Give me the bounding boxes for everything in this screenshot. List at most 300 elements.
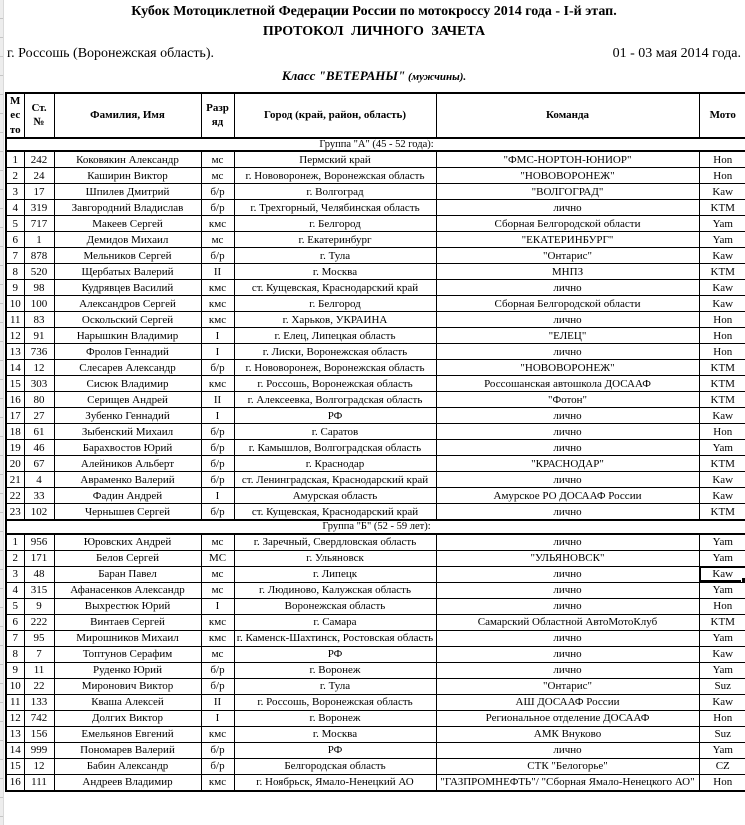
moto-cell[interactable]: KTM bbox=[699, 614, 745, 630]
name-cell[interactable]: Чернышев Сергей bbox=[54, 504, 201, 521]
moto-cell[interactable]: KTM bbox=[699, 504, 745, 521]
name-cell[interactable]: Зубенко Геннадий bbox=[54, 408, 201, 424]
table-row bbox=[6, 408, 745, 424]
start-number-cell[interactable]: 520 bbox=[24, 264, 54, 280]
city-cell[interactable]: г. Москва bbox=[234, 264, 436, 280]
moto-cell[interactable]: Kaw bbox=[699, 296, 745, 312]
start-number-cell[interactable]: 9 bbox=[24, 598, 54, 614]
name-cell[interactable]: Руденко Юрий bbox=[54, 662, 201, 678]
team-cell[interactable]: лично bbox=[436, 582, 699, 598]
name-cell[interactable]: Кудрявцев Василий bbox=[54, 280, 201, 296]
column-header-place[interactable]: Место bbox=[6, 93, 24, 138]
moto-cell[interactable]: Kaw bbox=[699, 248, 745, 264]
start-number-cell[interactable]: 46 bbox=[24, 440, 54, 456]
moto-cell[interactable]: Kaw bbox=[699, 472, 745, 488]
start-number-cell[interactable]: 242 bbox=[24, 151, 54, 168]
rank-cell[interactable]: II bbox=[201, 392, 234, 408]
team-cell[interactable]: МНПЗ bbox=[436, 264, 699, 280]
start-number-cell[interactable]: 12 bbox=[24, 758, 54, 774]
rank-cell[interactable]: мс bbox=[201, 566, 234, 582]
table-row bbox=[6, 694, 745, 710]
start-number-cell[interactable]: 742 bbox=[24, 710, 54, 726]
place-cell[interactable]: 4 bbox=[6, 200, 24, 216]
start-number-cell[interactable]: 91 bbox=[24, 328, 54, 344]
name-cell[interactable]: Оскольский Сергей bbox=[54, 312, 201, 328]
team-cell[interactable]: "ВОЛГОГРАД" bbox=[436, 184, 699, 200]
moto-cell[interactable]: KTM bbox=[699, 392, 745, 408]
place-cell[interactable]: 14 bbox=[6, 742, 24, 758]
start-number-cell[interactable]: 80 bbox=[24, 392, 54, 408]
start-number-cell[interactable]: 61 bbox=[24, 424, 54, 440]
name-cell[interactable]: Нарышкин Владимир bbox=[54, 328, 201, 344]
rank-cell[interactable]: б/р bbox=[201, 184, 234, 200]
start-number-cell[interactable]: 95 bbox=[24, 630, 54, 646]
start-number-cell[interactable]: 48 bbox=[24, 566, 54, 582]
team-cell[interactable]: Амурское РО ДОСААФ России bbox=[436, 488, 699, 504]
team-cell[interactable]: лично bbox=[436, 344, 699, 360]
rank-cell[interactable]: кмс bbox=[201, 614, 234, 630]
team-cell[interactable]: лично bbox=[436, 424, 699, 440]
table-row bbox=[6, 550, 745, 566]
moto-cell[interactable]: KTM bbox=[699, 376, 745, 392]
start-number-cell[interactable]: 12 bbox=[24, 360, 54, 376]
name-cell[interactable]: Александров Сергей bbox=[54, 296, 201, 312]
name-cell[interactable]: Шпилев Дмитрий bbox=[54, 184, 201, 200]
start-number-cell[interactable]: 736 bbox=[24, 344, 54, 360]
place-cell[interactable]: 17 bbox=[6, 408, 24, 424]
team-cell[interactable]: Сборная Белгородской области bbox=[436, 216, 699, 232]
start-number-cell[interactable]: 133 bbox=[24, 694, 54, 710]
moto-cell[interactable]: Hon bbox=[699, 328, 745, 344]
place-cell[interactable]: 7 bbox=[6, 248, 24, 264]
column-header-name[interactable]: Фамилия, Имя bbox=[54, 93, 201, 138]
place-cell[interactable]: 18 bbox=[6, 424, 24, 440]
moto-cell[interactable]: Kaw bbox=[699, 280, 745, 296]
rank-cell[interactable]: кмс bbox=[201, 216, 234, 232]
rank-cell[interactable]: мс bbox=[201, 151, 234, 168]
name-cell[interactable]: Фролов Геннадий bbox=[54, 344, 201, 360]
rank-cell[interactable]: кмс bbox=[201, 774, 234, 791]
column-header-num[interactable]: Ст.№ bbox=[24, 93, 54, 138]
team-cell[interactable]: "Онтарис" bbox=[436, 248, 699, 264]
column-header-city[interactable]: Город (край, район, область) bbox=[234, 93, 436, 138]
place-cell[interactable]: 3 bbox=[6, 566, 24, 582]
team-cell[interactable]: "НОВОВОРОНЕЖ" bbox=[436, 360, 699, 376]
moto-cell[interactable]: Hon bbox=[699, 312, 745, 328]
rank-cell[interactable]: II bbox=[201, 264, 234, 280]
group-label[interactable]: Группа "А" (45 - 52 года): bbox=[6, 138, 745, 152]
city-cell[interactable]: г. Лиски, Воронежская область bbox=[234, 344, 436, 360]
place-cell[interactable]: 4 bbox=[6, 582, 24, 598]
place-cell[interactable]: 1 bbox=[6, 151, 24, 168]
name-cell[interactable]: Топтунов Серафим bbox=[54, 646, 201, 662]
team-cell[interactable]: "УЛЬЯНОВСК" bbox=[436, 550, 699, 566]
moto-cell[interactable]: Yam bbox=[699, 582, 745, 598]
start-number-cell[interactable]: 17 bbox=[24, 184, 54, 200]
moto-cell[interactable]: Yam bbox=[699, 216, 745, 232]
rank-cell[interactable]: I bbox=[201, 710, 234, 726]
city-cell[interactable]: г. Заречный, Свердловская область bbox=[234, 534, 436, 551]
moto-cell[interactable]: Hon bbox=[699, 598, 745, 614]
city-cell[interactable]: г. Екатеринбург bbox=[234, 232, 436, 248]
team-cell[interactable]: лично bbox=[436, 566, 699, 582]
city-cell[interactable]: г. Россошь, Воронежская область bbox=[234, 694, 436, 710]
start-number-cell[interactable]: 156 bbox=[24, 726, 54, 742]
city-cell[interactable]: г. Камышлов, Волгоградская область bbox=[234, 440, 436, 456]
table-row bbox=[6, 472, 745, 488]
rank-cell[interactable]: I bbox=[201, 328, 234, 344]
rank-cell[interactable]: б/р bbox=[201, 678, 234, 694]
city-cell[interactable]: Воронежская область bbox=[234, 598, 436, 614]
place-cell[interactable]: 15 bbox=[6, 376, 24, 392]
start-number-cell[interactable]: 1 bbox=[24, 232, 54, 248]
city-cell[interactable]: РФ bbox=[234, 408, 436, 424]
team-cell[interactable]: "ЕКАТЕРИНБУРГ" bbox=[436, 232, 699, 248]
rank-cell[interactable]: б/р bbox=[201, 440, 234, 456]
start-number-cell[interactable]: 83 bbox=[24, 312, 54, 328]
place-cell[interactable]: 14 bbox=[6, 360, 24, 376]
city-cell[interactable]: г. Белгород bbox=[234, 216, 436, 232]
city-cell[interactable]: г. Нововоронеж, Воронежская область bbox=[234, 360, 436, 376]
name-cell[interactable]: Демидов Михаил bbox=[54, 232, 201, 248]
place-cell[interactable]: 7 bbox=[6, 630, 24, 646]
rank-cell[interactable]: б/р bbox=[201, 504, 234, 521]
name-cell[interactable]: Белов Сергей bbox=[54, 550, 201, 566]
team-cell[interactable]: лично bbox=[436, 646, 699, 662]
moto-cell[interactable]: Kaw bbox=[699, 488, 745, 504]
city-cell[interactable]: г. Ноябрьск, Ямало-Ненецкий АО bbox=[234, 774, 436, 791]
city-cell[interactable]: ст. Ленинградская, Краснодарский край bbox=[234, 472, 436, 488]
name-cell[interactable]: Миронович Виктор bbox=[54, 678, 201, 694]
place-cell[interactable]: 12 bbox=[6, 710, 24, 726]
team-cell[interactable]: Самарский Областной АвтоМотоКлуб bbox=[436, 614, 699, 630]
rank-cell[interactable]: I bbox=[201, 344, 234, 360]
results-table-body bbox=[6, 138, 745, 791]
place-cell[interactable]: 10 bbox=[6, 296, 24, 312]
city-cell[interactable]: г. Москва bbox=[234, 726, 436, 742]
name-cell[interactable]: Коковякин Александр bbox=[54, 151, 201, 168]
city-cell[interactable]: г. Харьков, УКРАИНА bbox=[234, 312, 436, 328]
place-cell[interactable]: 11 bbox=[6, 694, 24, 710]
moto-cell[interactable]: Hon bbox=[699, 168, 745, 184]
moto-cell[interactable]: Kaw bbox=[699, 694, 745, 710]
team-cell[interactable]: лично bbox=[436, 472, 699, 488]
city-cell[interactable]: РФ bbox=[234, 742, 436, 758]
start-number-cell[interactable]: 24 bbox=[24, 168, 54, 184]
table-row bbox=[6, 662, 745, 678]
rank-cell[interactable]: I bbox=[201, 488, 234, 504]
moto-cell[interactable]: Yam bbox=[699, 742, 745, 758]
moto-cell[interactable]: Hon bbox=[699, 774, 745, 791]
table-row bbox=[6, 232, 745, 248]
name-cell[interactable]: Емельянов Евгений bbox=[54, 726, 201, 742]
city-cell[interactable]: г. Самара bbox=[234, 614, 436, 630]
place-cell[interactable]: 23 bbox=[6, 504, 24, 521]
moto-cell[interactable]: Kaw bbox=[699, 566, 745, 582]
moto-cell[interactable]: Yam bbox=[699, 440, 745, 456]
table-row bbox=[6, 216, 745, 232]
moto-cell[interactable]: Yam bbox=[699, 550, 745, 566]
city-cell[interactable]: г. Людиново, Калужская область bbox=[234, 582, 436, 598]
table-row bbox=[6, 614, 745, 630]
name-cell[interactable]: Авраменко Валерий bbox=[54, 472, 201, 488]
name-cell[interactable]: Бабин Александр bbox=[54, 758, 201, 774]
name-cell[interactable]: Сисюк Владимир bbox=[54, 376, 201, 392]
city-cell[interactable]: г. Тула bbox=[234, 678, 436, 694]
name-cell[interactable]: Выхрестюк Юрий bbox=[54, 598, 201, 614]
team-cell[interactable]: Региональное отделение ДОСААФ bbox=[436, 710, 699, 726]
rank-cell[interactable]: б/р bbox=[201, 360, 234, 376]
place-cell[interactable]: 1 bbox=[6, 534, 24, 551]
moto-cell[interactable]: Kaw bbox=[699, 184, 745, 200]
team-cell[interactable]: СТК "Белогорье" bbox=[436, 758, 699, 774]
moto-cell[interactable]: KTM bbox=[699, 264, 745, 280]
moto-cell[interactable]: CZ bbox=[699, 758, 745, 774]
place-cell[interactable]: 16 bbox=[6, 774, 24, 791]
team-cell[interactable]: лично bbox=[436, 440, 699, 456]
place-cell[interactable]: 9 bbox=[6, 280, 24, 296]
team-cell[interactable]: лично bbox=[436, 598, 699, 614]
place-cell[interactable]: 10 bbox=[6, 678, 24, 694]
start-number-cell[interactable]: 22 bbox=[24, 678, 54, 694]
name-cell[interactable]: Юровских Андрей bbox=[54, 534, 201, 551]
moto-cell[interactable]: Hon bbox=[699, 344, 745, 360]
rank-cell[interactable]: II bbox=[201, 694, 234, 710]
name-cell[interactable]: Серищев Андрей bbox=[54, 392, 201, 408]
city-cell[interactable]: г. Ульяновск bbox=[234, 550, 436, 566]
city-cell[interactable]: г. Воронеж bbox=[234, 662, 436, 678]
place-cell[interactable]: 2 bbox=[6, 550, 24, 566]
team-cell[interactable]: АШ ДОСААФ России bbox=[436, 694, 699, 710]
name-cell[interactable]: Каширин Виктор bbox=[54, 168, 201, 184]
start-number-cell[interactable]: 100 bbox=[24, 296, 54, 312]
city-cell[interactable]: г. Тула bbox=[234, 248, 436, 264]
city-cell[interactable]: г. Алексеевка, Волгоградская область bbox=[234, 392, 436, 408]
place-cell[interactable]: 13 bbox=[6, 344, 24, 360]
place-cell[interactable]: 8 bbox=[6, 264, 24, 280]
team-cell[interactable]: лично bbox=[436, 200, 699, 216]
city-cell[interactable]: ст. Кущевская, Краснодарский край bbox=[234, 280, 436, 296]
moto-cell[interactable]: KTM bbox=[699, 360, 745, 376]
team-cell[interactable]: "Онтарис" bbox=[436, 678, 699, 694]
city-cell[interactable]: г. Белгород bbox=[234, 296, 436, 312]
team-cell[interactable]: лично bbox=[436, 534, 699, 551]
place-cell[interactable]: 21 bbox=[6, 472, 24, 488]
document-title: Кубок Мотоциклетной Федерации России по мотокроссу 2014 года - I-й этап. bbox=[131, 4, 617, 19]
city-cell[interactable]: г. Нововоронеж, Воронежская область bbox=[234, 168, 436, 184]
rank-cell[interactable]: кмс bbox=[201, 296, 234, 312]
start-number-cell[interactable]: 319 bbox=[24, 200, 54, 216]
rank-cell[interactable]: мс bbox=[201, 646, 234, 662]
moto-cell[interactable]: Yam bbox=[699, 534, 745, 551]
place-cell[interactable]: 11 bbox=[6, 312, 24, 328]
results-table-head bbox=[6, 93, 745, 138]
rank-cell[interactable]: кмс bbox=[201, 312, 234, 328]
place-cell[interactable]: 6 bbox=[6, 614, 24, 630]
rank-cell[interactable]: б/р bbox=[201, 742, 234, 758]
city-cell[interactable]: г. Каменск-Шахтинск, Ростовская область bbox=[234, 630, 436, 646]
place-cell[interactable]: 3 bbox=[6, 184, 24, 200]
team-cell[interactable]: лично bbox=[436, 742, 699, 758]
place-cell[interactable]: 22 bbox=[6, 488, 24, 504]
place-cell[interactable]: 5 bbox=[6, 216, 24, 232]
start-number-cell[interactable]: 102 bbox=[24, 504, 54, 521]
name-cell[interactable]: Долгих Виктор bbox=[54, 710, 201, 726]
team-cell[interactable]: лично bbox=[436, 630, 699, 646]
place-cell[interactable]: 20 bbox=[6, 456, 24, 472]
rank-cell[interactable]: кмс bbox=[201, 280, 234, 296]
moto-cell[interactable]: Hon bbox=[699, 424, 745, 440]
name-cell[interactable]: Баран Павел bbox=[54, 566, 201, 582]
team-cell[interactable]: лично bbox=[436, 408, 699, 424]
moto-cell[interactable]: Hon bbox=[699, 151, 745, 168]
moto-cell[interactable]: Hon bbox=[699, 710, 745, 726]
start-number-cell[interactable]: 98 bbox=[24, 280, 54, 296]
place-cell[interactable]: 19 bbox=[6, 440, 24, 456]
name-cell[interactable]: Кваша Алексей bbox=[54, 694, 201, 710]
rank-cell[interactable]: мс bbox=[201, 534, 234, 551]
place-cell[interactable]: 12 bbox=[6, 328, 24, 344]
city-cell[interactable]: РФ bbox=[234, 646, 436, 662]
start-number-cell[interactable]: 956 bbox=[24, 534, 54, 551]
city-cell[interactable]: ст. Кущевская, Краснодарский край bbox=[234, 504, 436, 521]
city-cell[interactable]: г. Липецк bbox=[234, 566, 436, 582]
team-cell[interactable]: "Фотон" bbox=[436, 392, 699, 408]
place-cell[interactable]: 8 bbox=[6, 646, 24, 662]
rank-cell[interactable]: МС bbox=[201, 550, 234, 566]
rank-cell[interactable]: б/р bbox=[201, 472, 234, 488]
results-table bbox=[5, 92, 745, 792]
rank-cell[interactable]: I bbox=[201, 598, 234, 614]
rank-cell[interactable]: кмс bbox=[201, 726, 234, 742]
name-cell[interactable]: Щербатых Валерий bbox=[54, 264, 201, 280]
start-number-cell[interactable]: 878 bbox=[24, 248, 54, 264]
team-cell[interactable]: Россошанская автошкола ДОСААФ bbox=[436, 376, 699, 392]
rank-cell[interactable]: мс bbox=[201, 168, 234, 184]
rank-cell[interactable]: I bbox=[201, 408, 234, 424]
team-cell[interactable]: "НОВОВОРОНЕЖ" bbox=[436, 168, 699, 184]
place-cell[interactable]: 6 bbox=[6, 232, 24, 248]
team-cell[interactable]: "ГАЗПРОМНЕФТЬ"/ "Сборная Ямало-Ненецкого АО" bbox=[436, 774, 699, 791]
team-cell[interactable]: Сборная Белгородской области bbox=[436, 296, 699, 312]
name-cell[interactable]: Барахвостов Юрий bbox=[54, 440, 201, 456]
place-cell[interactable]: 5 bbox=[6, 598, 24, 614]
table-row bbox=[6, 758, 745, 774]
city-cell[interactable]: Белгородская область bbox=[234, 758, 436, 774]
place-cell[interactable]: 2 bbox=[6, 168, 24, 184]
name-cell[interactable]: Слесарев Александр bbox=[54, 360, 201, 376]
start-number-cell[interactable]: 999 bbox=[24, 742, 54, 758]
rank-cell[interactable]: кмс bbox=[201, 630, 234, 646]
start-number-cell[interactable]: 11 bbox=[24, 662, 54, 678]
name-cell[interactable]: Мирошников Михаил bbox=[54, 630, 201, 646]
city-cell[interactable]: Пермский край bbox=[234, 151, 436, 168]
moto-cell[interactable]: KTM bbox=[699, 456, 745, 472]
team-cell[interactable]: "ЕЛЕЦ" bbox=[436, 328, 699, 344]
city-cell[interactable]: г. Волгоград bbox=[234, 184, 436, 200]
team-cell[interactable]: лично bbox=[436, 662, 699, 678]
table-row bbox=[6, 678, 745, 694]
moto-cell[interactable]: Yam bbox=[699, 662, 745, 678]
team-cell[interactable]: лично bbox=[436, 280, 699, 296]
name-cell[interactable]: Мельников Сергей bbox=[54, 248, 201, 264]
city-cell[interactable]: г. Саратов bbox=[234, 424, 436, 440]
table-row bbox=[6, 360, 745, 376]
column-header-team[interactable]: Команда bbox=[436, 93, 699, 138]
name-cell[interactable]: Алейников Альберт bbox=[54, 456, 201, 472]
city-cell[interactable]: г. Воронеж bbox=[234, 710, 436, 726]
rank-cell[interactable]: б/р bbox=[201, 200, 234, 216]
start-number-cell[interactable]: 303 bbox=[24, 376, 54, 392]
rank-cell[interactable]: мс bbox=[201, 232, 234, 248]
moto-cell[interactable]: Suz bbox=[699, 678, 745, 694]
city-cell[interactable]: г. Елец, Липецкая область bbox=[234, 328, 436, 344]
name-cell[interactable]: Завгородний Владислав bbox=[54, 200, 201, 216]
city-cell[interactable]: Амурская область bbox=[234, 488, 436, 504]
city-cell[interactable]: г. Краснодар bbox=[234, 456, 436, 472]
table-row bbox=[6, 504, 745, 521]
start-number-cell[interactable]: 27 bbox=[24, 408, 54, 424]
name-cell[interactable]: Афанасенков Александр bbox=[54, 582, 201, 598]
place-cell[interactable]: 15 bbox=[6, 758, 24, 774]
name-cell[interactable]: Пономарев Валерий bbox=[54, 742, 201, 758]
rank-cell[interactable]: б/р bbox=[201, 456, 234, 472]
city-cell[interactable]: г. Россошь, Воронежская область bbox=[234, 376, 436, 392]
rank-cell[interactable]: мс bbox=[201, 582, 234, 598]
start-number-cell[interactable]: 67 bbox=[24, 456, 54, 472]
column-header-moto[interactable]: Мото bbox=[699, 93, 745, 138]
group-label[interactable]: Группа "Б" (52 - 59 лет): bbox=[6, 520, 745, 534]
start-number-cell[interactable]: 4 bbox=[24, 472, 54, 488]
rank-cell[interactable]: б/р bbox=[201, 424, 234, 440]
place-cell[interactable]: 9 bbox=[6, 662, 24, 678]
moto-cell[interactable]: Kaw bbox=[699, 408, 745, 424]
table-row bbox=[6, 598, 745, 614]
team-cell[interactable]: "ФМС-НОРТОН-ЮНИОР" bbox=[436, 151, 699, 168]
rank-cell[interactable]: б/р bbox=[201, 248, 234, 264]
name-cell[interactable]: Макеев Сергей bbox=[54, 216, 201, 232]
team-cell[interactable]: лично bbox=[436, 312, 699, 328]
place-cell[interactable]: 13 bbox=[6, 726, 24, 742]
city-cell[interactable]: г. Трехгорный, Челябинская область bbox=[234, 200, 436, 216]
start-number-cell[interactable]: 171 bbox=[24, 550, 54, 566]
start-number-cell[interactable]: 717 bbox=[24, 216, 54, 232]
team-cell[interactable]: АМК Внуково bbox=[436, 726, 699, 742]
start-number-cell[interactable]: 222 bbox=[24, 614, 54, 630]
start-number-cell[interactable]: 7 bbox=[24, 646, 54, 662]
column-header-rank[interactable]: Разряд bbox=[201, 93, 234, 138]
moto-cell[interactable]: Yam bbox=[699, 630, 745, 646]
name-cell[interactable]: Зыбенский Михаил bbox=[54, 424, 201, 440]
moto-cell[interactable]: KTM bbox=[699, 200, 745, 216]
moto-cell[interactable]: Suz bbox=[699, 726, 745, 742]
moto-cell[interactable]: Yam bbox=[699, 232, 745, 248]
table-row bbox=[6, 456, 745, 472]
start-number-cell[interactable]: 111 bbox=[24, 774, 54, 791]
rank-cell[interactable]: кмс bbox=[201, 376, 234, 392]
rank-cell[interactable]: б/р bbox=[201, 662, 234, 678]
name-cell[interactable]: Фадин Андрей bbox=[54, 488, 201, 504]
name-cell[interactable]: Андреев Владимир bbox=[54, 774, 201, 791]
name-cell[interactable]: Винтаев Сергей bbox=[54, 614, 201, 630]
moto-cell[interactable]: Kaw bbox=[699, 646, 745, 662]
place-cell[interactable]: 16 bbox=[6, 392, 24, 408]
rank-cell[interactable]: б/р bbox=[201, 758, 234, 774]
team-cell[interactable]: лично bbox=[436, 504, 699, 521]
start-number-cell[interactable]: 33 bbox=[24, 488, 54, 504]
start-number-cell[interactable]: 315 bbox=[24, 582, 54, 598]
team-cell[interactable]: "КРАСНОДАР" bbox=[436, 456, 699, 472]
